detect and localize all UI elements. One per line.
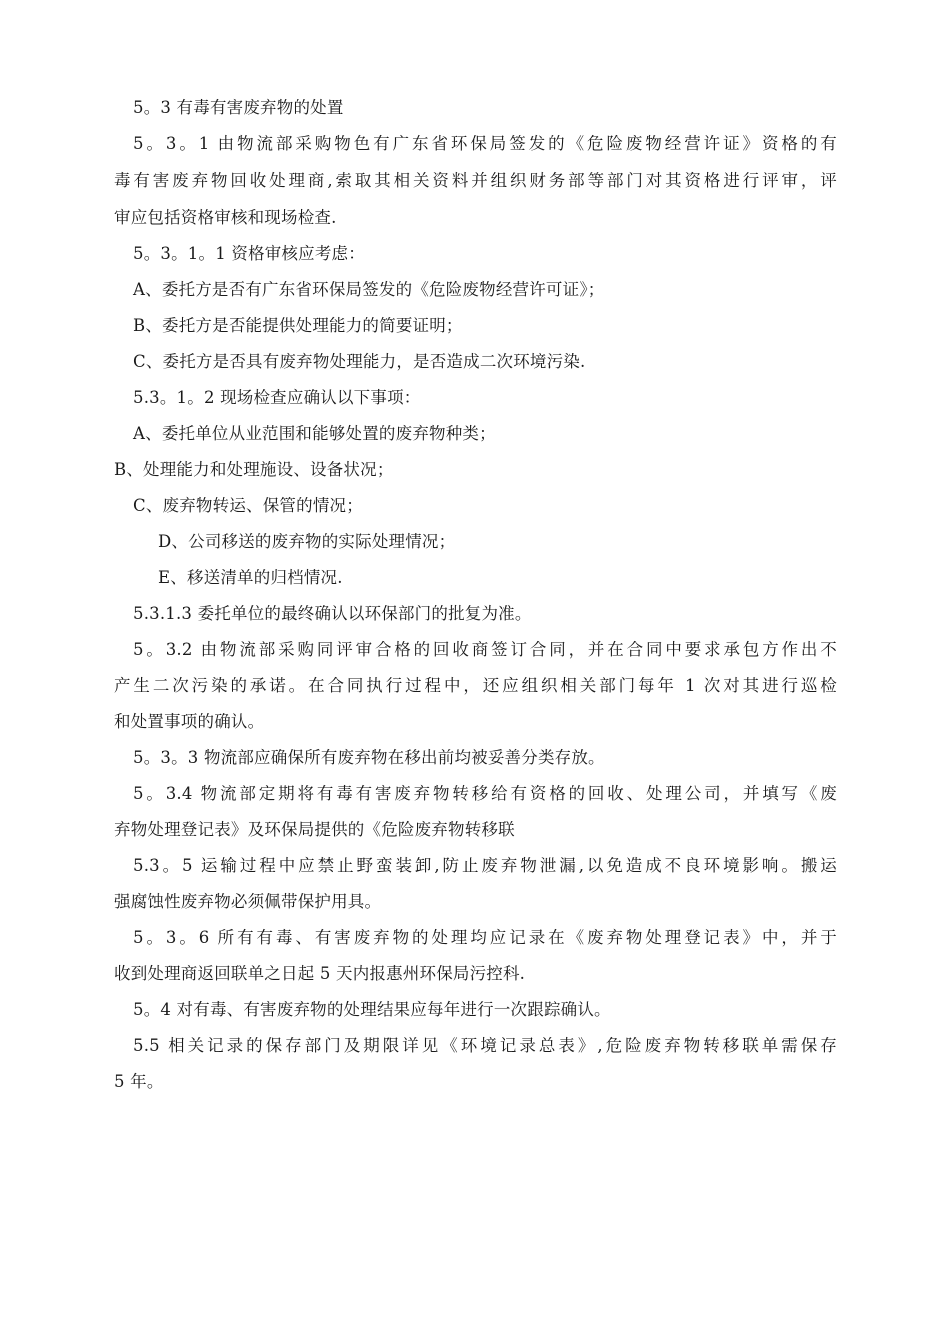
paragraph-line: 5.3。1。2 现场检查应确认以下事项： xyxy=(133,388,421,407)
list-item: C、废弃物转运、保管的情况； xyxy=(133,496,363,515)
paragraph-line: 5.3。5 运输过程中应禁止野蛮装卸,防止废弃物泄漏,以免造成不良环境影响。搬运 xyxy=(133,856,837,875)
paragraph-line: 5。3.2 由物流部采购同评审合格的回收商签订合同，并在合同中要求承包方作出不 xyxy=(133,640,837,659)
paragraph-line: 5。3。3 物流部应确保所有废弃物在移出前均被妥善分类存放。 xyxy=(133,748,605,767)
list-item: E、移送清单的归档情况. xyxy=(158,568,343,587)
list-item: B、委托方是否能提供处理能力的简要证明； xyxy=(133,316,463,335)
paragraph-line: 5。3。6 所有有毒、有害废弃物的处理均应记录在《废弃物处理登记表》中，并于 xyxy=(133,928,837,947)
list-item: C、委托方是否具有废弃物处理能力，是否造成二次环境污染. xyxy=(133,352,586,371)
list-item: D、公司移送的废弃物的实际处理情况； xyxy=(158,532,456,551)
paragraph-line: 5。3.4 物流部定期将有毒有害废弃物转移给有资格的回收、处理公司，并填写《废 xyxy=(133,784,837,803)
section-heading: 5。3 有毒有害废弃物的处置 xyxy=(133,98,344,117)
paragraph-line: 5。3。1。1 资格审核应考虑： xyxy=(133,244,365,263)
paragraph-line: 5.5 相关记录的保存部门及期限详见《环境记录总表》,危险废弃物转移联单需保存 xyxy=(133,1036,837,1055)
paragraph-line: 弃物处理登记表》及环保局提供的《危险废弃物转移联 xyxy=(114,820,515,839)
list-item: A、委托单位从业范围和能够处置的废弃物种类； xyxy=(133,424,496,443)
paragraph-line: 毒有害废弃物回收处理商,索取其相关资料并组织财务部等部门对其资格进行评审，评 xyxy=(114,171,837,190)
paragraph-line: 5。4 对有毒、有害废弃物的处理结果应每年进行一次跟踪确认。 xyxy=(133,1000,611,1019)
paragraph-line: 审应包括资格审核和现场检查. xyxy=(114,208,337,227)
list-item: B、处理能力和处理施设、设备状况； xyxy=(114,460,394,479)
paragraph-line: 5。3。1 由物流部采购物色有广东省环保局签发的《危险废物经营许证》资格的有 xyxy=(133,134,837,153)
list-item: A、委托方是否有广东省环保局签发的《危险废物经营许可证》； xyxy=(133,280,605,299)
paragraph-line: 产生二次污染的承诺。在合同执行过程中，还应组织相关部门每年 1 次对其进行巡检 xyxy=(114,676,837,695)
paragraph-line: 5 年。 xyxy=(114,1072,164,1091)
paragraph-line: 收到处理商返回联单之日起 5 天内报惠州环保局污控科. xyxy=(114,964,526,983)
paragraph-line: 强腐蚀性废弃物必须佩带保护用具。 xyxy=(114,892,382,911)
paragraph-line: 5.3.1.3 委托单位的最终确认以环保部门的批复为准。 xyxy=(133,604,532,623)
paragraph-line: 和处置事项的确认。 xyxy=(114,712,265,731)
